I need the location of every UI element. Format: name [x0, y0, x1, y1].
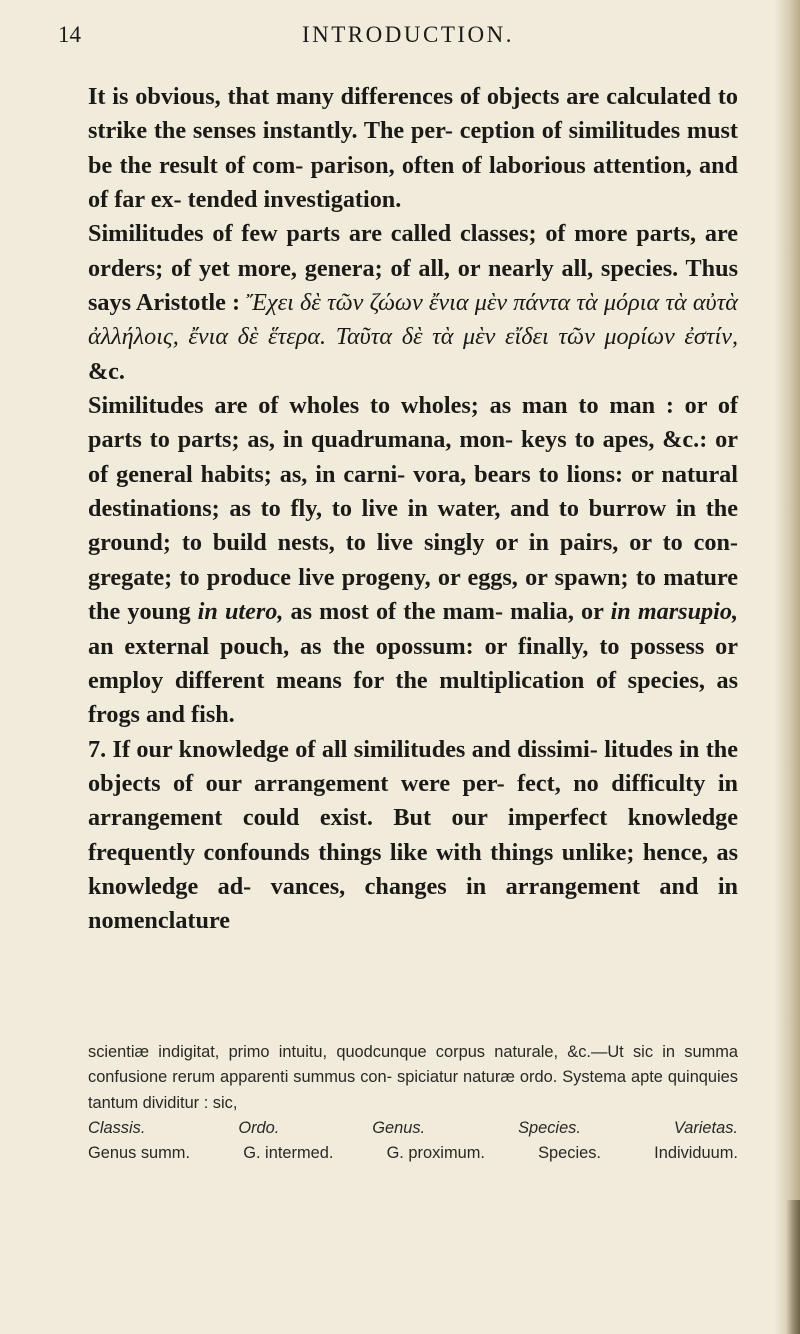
- rank-ordo: Ordo.: [238, 1118, 280, 1137]
- paragraph-4: 7. If our knowledge of all similitudes and dissimi- litudes in the objects of our arrangement were per- fect, no difficulty in arrangement could exist. But our imperfect knowledge frequently confounds things like with things unlike; hence, as knowledge ad- vances, changes in arrangement and in nomenclature: [88, 735, 738, 935]
- paragraph-3-mid: as most of the mam- malia, or: [283, 598, 611, 626]
- paragraph-3-end: an external pouch, as the opossum: or finally, to possess or employ different means for the multiplication of species, as frogs and fish.: [88, 632, 738, 729]
- rank-classis: Classis.: [88, 1118, 146, 1137]
- page-corner-shadow: [786, 1200, 800, 1334]
- term-g-proximum: G. proximum.: [386, 1144, 485, 1163]
- page-header: [58, 22, 758, 62]
- paragraph-3: [88, 389, 738, 732]
- page-number: 14: [58, 22, 81, 47]
- term-individuum: Individuum.: [654, 1144, 738, 1163]
- footnote-text: scientiæ indigitat, primo intuitu, quodcunque corpus naturale, &c.—Ut sic in summa confusione rerum apparenti summus con- spiciatur naturæ ordo. Systema apte quinquies tantum dividitur : sic,: [88, 1043, 738, 1112]
- footnote-ranks: [88, 1116, 738, 1141]
- latin-term-in-utero: in utero,: [197, 598, 284, 626]
- term-genus-summ: Genus summ.: [88, 1144, 191, 1163]
- greek-quotation-1: Ἔχει δὲ τῶν ζώων ἔνια μὲν πάντα τὰ μόρια τὰ αὐτὰ ἀλλήλοις, ἔνια δὲ ἕτερα.: [88, 289, 738, 351]
- term-species: Species.: [538, 1144, 601, 1163]
- running-head: INTRODUCTION.: [301, 22, 514, 47]
- rank-genus: Genus.: [372, 1118, 426, 1137]
- paragraph-2-end: &c.: [88, 357, 125, 385]
- rank-species: Species.: [518, 1118, 581, 1137]
- body-text: [88, 80, 738, 939]
- footnote: [88, 1040, 738, 1166]
- latin-term-in-marsupio: in marsupio,: [610, 598, 738, 626]
- paragraph-3-text: Similitudes are of wholes to wholes; as man to man : or of parts to parts; as, in quadrumana, mon- keys to apes, &c.: or of general habits; as, in carni- vora, bears to lions: or natural destinations; as to fly, to live in water, and to burrow in the ground; to build nests, to live singly or in pairs, or to con- gregate; to produce live progeny, or eggs, or spawn; to mature the young: [88, 392, 738, 626]
- page-edge-shadow: [774, 0, 800, 1334]
- rank-varietas: Varietas.: [673, 1118, 738, 1137]
- footnote-terms: [88, 1141, 738, 1166]
- paragraph-1: It is obvious, that many differences of objects are calculated to strike the senses instantly. The per- ception of similitudes must be the result of com- parison, often of laborious attention, and of far ex- tended investigation.: [88, 83, 738, 214]
- paragraph-2: [88, 217, 738, 389]
- greek-quotation-2: Ταῦτα δὲ τὰ μὲν εἴδει τῶν μορίων ἐστίν,: [335, 323, 739, 351]
- term-g-intermed: G. intermed.: [243, 1144, 334, 1163]
- paragraph-2-text: Similitudes of few parts are called classes; of more parts, are orders; of yet more, genera; of all, or nearly all, species. Thus says Aristotle :: [88, 220, 738, 317]
